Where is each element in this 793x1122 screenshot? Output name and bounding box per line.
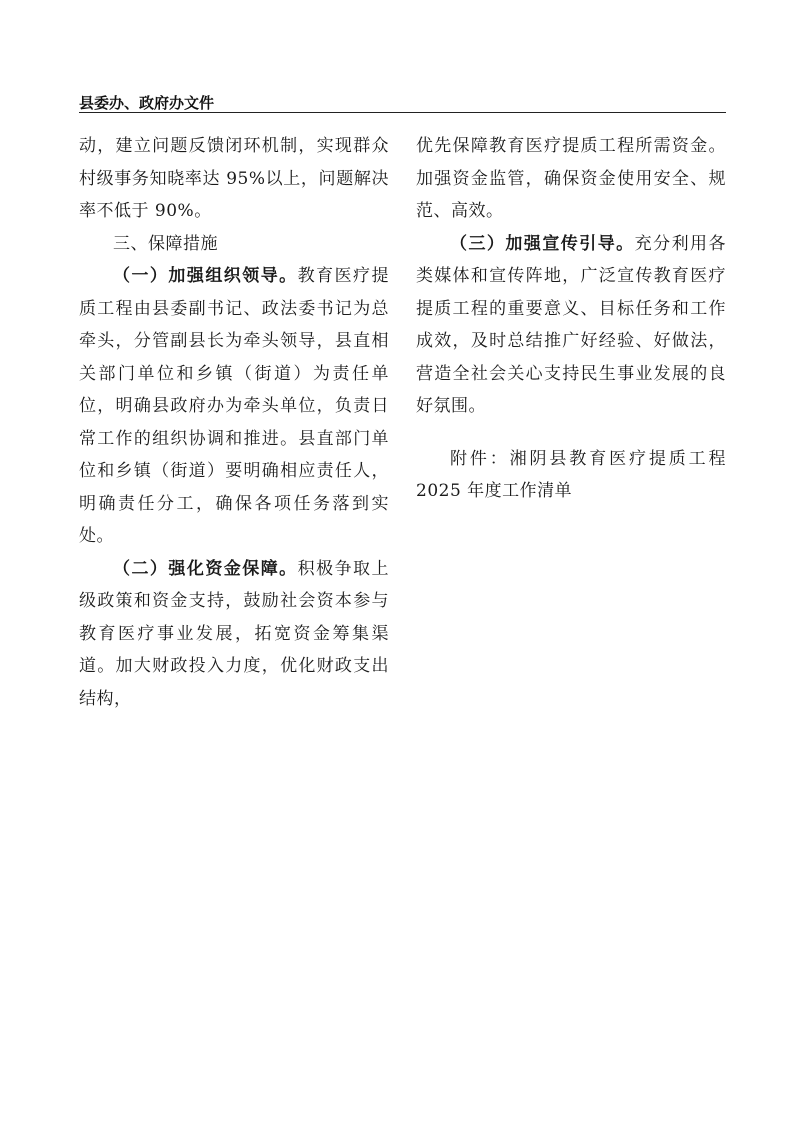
- attachment-note: 附件：湘阴县教育医疗提质工程 2025 年度工作清单: [416, 448, 726, 501]
- paragraph-continued: 动，建立问题反馈闭环机制，实现群众村级事务知晓率达 95%以上，问题解决率不低于 90%。: [79, 136, 389, 221]
- document-header: 县委办、政府办文件: [79, 94, 215, 112]
- paragraph-funding: [79, 553, 389, 716]
- paragraph-publicity: [416, 228, 726, 423]
- paragraph-lead: （三）加强宣传引导。: [450, 233, 635, 254]
- right-column: [416, 130, 726, 508]
- paragraph-lead: （一）加强组织领导。: [113, 266, 298, 286]
- paragraph-body: 教育医疗提质工程由县委副书记、政法委书记为总牵头，分管副县长为牵头领导，县直相关部门单位和乡镇（街道）为责任单位，明确县政府办为牵头单位，负责日常工作的组织协调和推进。县直部门单位和乡镇（街道）要明确相应责任人，明确责任分工，确保各项任务落到实处。: [79, 266, 390, 546]
- header-divider: [79, 112, 726, 113]
- left-column: [79, 130, 389, 715]
- paragraph-body: 充分利用各类媒体和宣传阵地，广泛宣传教育医疗提质工程的重要意义、目标任务和工作成效，及时总结推广好经验、好做法，营造全社会关心支持民生事业发展的良好氛围。: [416, 233, 727, 416]
- paragraph-continued: 优先保障教育医疗提质工程所需资金。加强资金监管，确保资金使用安全、规范、高效。: [416, 136, 726, 221]
- paragraph-body: 积极争取上级政策和资金支持，鼓励社会资本参与教育医疗事业发展，拓宽资金筹集渠道。加大财政投入力度，优化财政支出结构，: [79, 558, 390, 709]
- paragraph-organization: [79, 260, 389, 553]
- paragraph-lead: （二）强化资金保障。: [113, 558, 298, 579]
- section-heading: 三、保障措施: [113, 233, 218, 254]
